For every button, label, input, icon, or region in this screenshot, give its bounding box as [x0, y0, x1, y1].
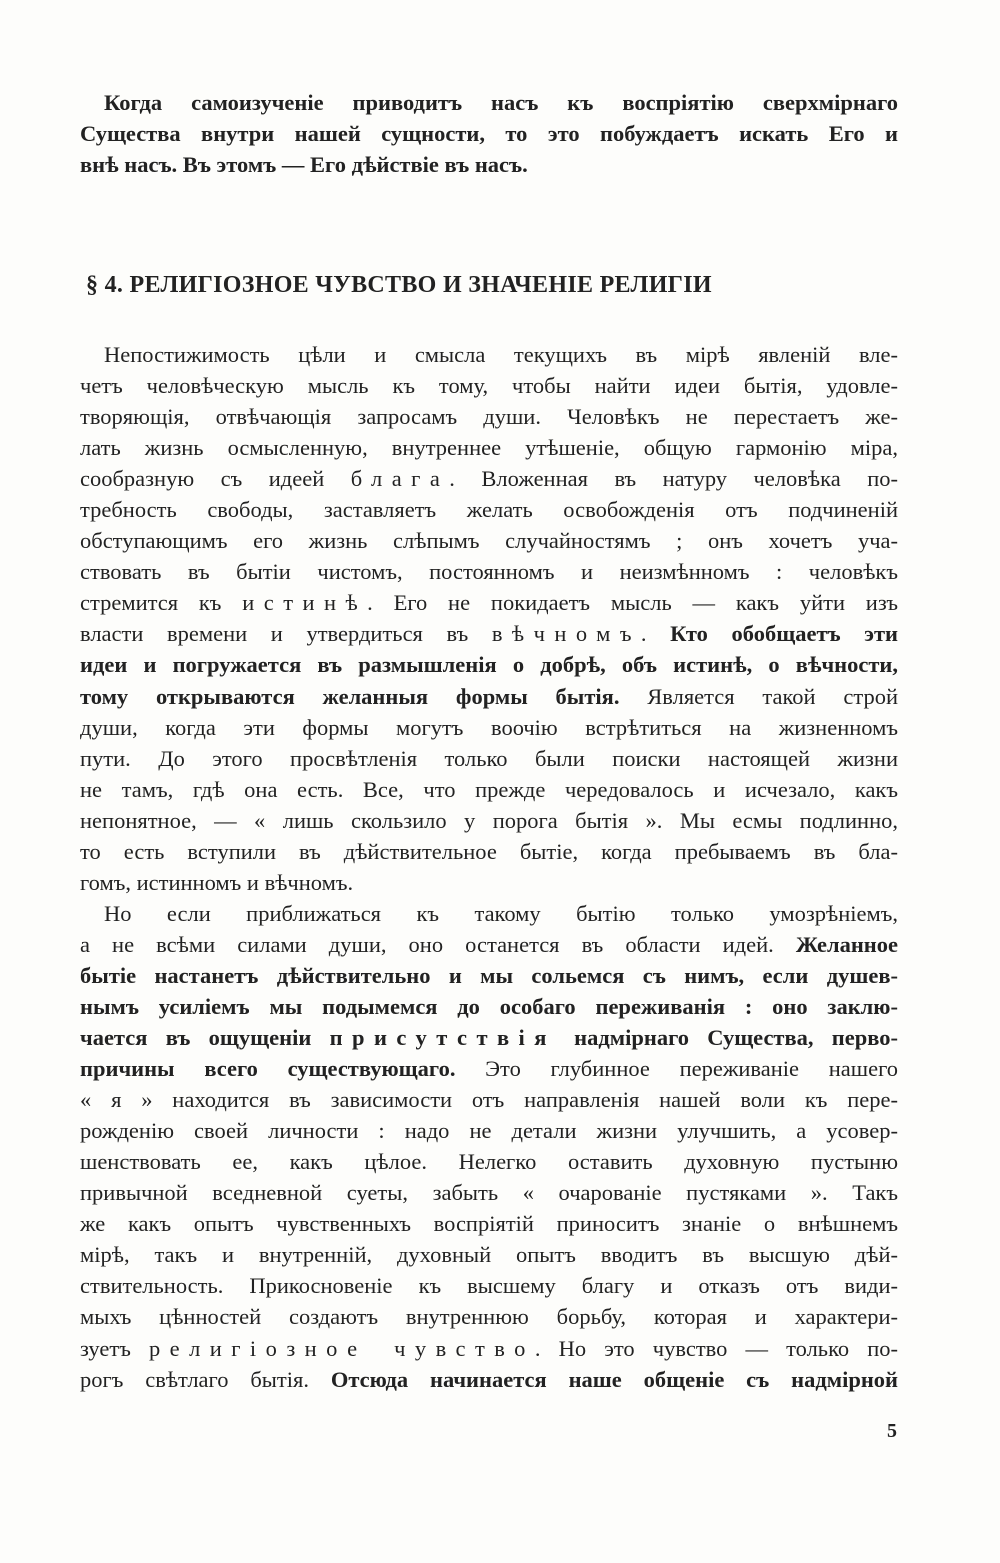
text-line — [80, 339, 898, 370]
text-line — [80, 867, 898, 898]
text-line — [80, 1177, 898, 1208]
text-run: мыхъ цѣнностей создаютъ внутреннюю борьбу, которая и характери- — [80, 1304, 898, 1330]
text-run: Непостижимость цѣли и смысла текущихъ въ мірѣ явленій вле- — [104, 342, 898, 367]
text-line — [80, 1022, 898, 1053]
spaced-emphasis: блага — [350, 466, 450, 492]
text-run: привычной вседневной суеты, забыть « очарованіе пустяками ». Такъ — [80, 1180, 898, 1206]
text-line — [80, 149, 898, 180]
text-run: непонятное, — « лишь скользило у порога бытія ». Мы есмы подлинно, — [80, 807, 898, 833]
text-line — [80, 960, 898, 991]
text-run: четъ человѣческую мысль къ тому, чтобы найти идеи бытія, удовле- — [80, 373, 898, 399]
text-run: . Но это чувство — только по- — [534, 1335, 898, 1361]
spaced-emphasis: религіозное чувство — [148, 1335, 535, 1361]
text-line — [80, 774, 898, 805]
text-run: творяющія, отвѣчающія запросамъ души. Человѣкъ не перестаетъ же- — [80, 404, 898, 430]
text-line — [80, 587, 898, 618]
text-line — [80, 805, 898, 836]
text-run: сообразную съ идеей — [80, 466, 351, 492]
text-run: же какъ опытъ чувственныхъ воспріятій приноситъ знаніе о внѣшнемъ — [80, 1211, 898, 1237]
text-line — [80, 929, 898, 960]
bold-text: тому открываются желанныя формы бытія. — [80, 683, 620, 709]
text-run: пути. До этого просвѣтленія только были поиски настоящей жизни — [80, 745, 898, 771]
text-line — [80, 432, 898, 463]
text-run: а не всѣми силами души, оно останется въ области идей. — [80, 931, 796, 957]
text-run: « я » находится въ зависимости отъ направленія нашей воли къ пере- — [80, 1087, 898, 1113]
text-line — [80, 681, 898, 712]
text-run: требность свободы, заставляетъ желать освобожденія отъ подчиненій — [80, 497, 898, 523]
text-line — [80, 1053, 898, 1084]
bold-text: идеи и погружается въ размышленія о добрѣ, объ истинѣ, о вѣчности, — [80, 652, 898, 678]
text-line — [80, 1146, 898, 1177]
text-run: . — [640, 621, 671, 647]
text-run: души, когда эти формы могутъ воочію встрѣтиться на жизненномъ — [80, 714, 898, 740]
bold-text: бытіе настанетъ дѣйствительно и мы сольемся съ нимъ, если душев- — [80, 962, 898, 988]
text-line — [80, 370, 898, 401]
bold-text: чается въ ощущеніи — [80, 1025, 330, 1051]
text-line — [80, 1239, 898, 1270]
text-run: рожденію своей личности : надо не детали жизни улучшить, а усовер- — [80, 1118, 898, 1144]
page-number: 5 — [887, 1420, 897, 1442]
text-line — [80, 1208, 898, 1239]
text-line — [80, 494, 898, 525]
bold-text: Существа внутри нашей сущности, то это побуждаетъ искать Его и — [80, 121, 898, 146]
text-line — [80, 1333, 898, 1364]
text-line — [80, 991, 898, 1022]
text-run: ствительность. Прикосновеніе къ высшему благу и отказъ отъ види- — [80, 1273, 898, 1299]
text-run: Но если приближаться къ такому бытію только умозрѣніемъ, — [104, 900, 898, 926]
text-run: рогъ свѣтлаго бытія. — [80, 1366, 331, 1392]
text-run: то есть вступили въ дѣйствительное бытіе, когда пребываемъ въ бла- — [80, 838, 898, 864]
text-line — [80, 743, 898, 774]
text-line — [80, 556, 898, 587]
bold-text: Отсюда начинается наше общеніе съ надмірной — [330, 1366, 899, 1392]
spaced-emphasis: истинѣ — [242, 590, 368, 616]
text-line — [80, 712, 898, 743]
bold-text: надмірнаго Существа, перво- — [555, 1025, 898, 1051]
body-text — [80, 339, 898, 1395]
text-run: лать жизнь осмысленную, внутреннее утѣшеніе, общую гармонію міра, — [80, 435, 898, 461]
text-run: Это глубинное переживаніе нашего — [455, 1056, 898, 1082]
text-line — [80, 1115, 898, 1146]
text-line — [80, 836, 898, 867]
text-line — [80, 649, 898, 680]
text-line — [80, 1270, 898, 1301]
text-line — [80, 401, 898, 432]
text-line — [80, 118, 898, 149]
text-line — [80, 87, 898, 118]
section-heading: § 4. РЕЛИГІОЗНОЕ ЧУВСТВО И ЗНАЧЕНІЕ РЕЛИГІИ — [86, 272, 712, 298]
text-line — [80, 525, 898, 556]
text-line — [80, 1084, 898, 1115]
bold-text: причины всего существующаго. — [80, 1056, 456, 1082]
text-run: шенствовать ее, какъ цѣлое. Нелегко оставить духовную пустыню — [80, 1149, 898, 1175]
text-line — [80, 1301, 898, 1332]
text-run: мірѣ, такъ и внутренній, духовный опытъ вводитъ въ высшую дѣй- — [80, 1242, 898, 1268]
text-line — [80, 898, 898, 929]
text-run: зуетъ — [80, 1335, 149, 1361]
spaced-emphasis: присутствія — [329, 1025, 556, 1051]
text-run: Является такой строй — [619, 683, 898, 709]
bold-text: Желанное — [795, 931, 898, 957]
intro-paragraph — [80, 87, 898, 180]
text-run: . Его не покидаетъ мысль — какъ уйти изъ — [367, 590, 898, 616]
text-run: гомъ, истинномъ и вѣчномъ. — [80, 869, 354, 895]
text-run: ствовать въ бытіи чистомъ, постоянномъ и неизмѣнномъ : человѣкъ — [80, 559, 898, 585]
text-line — [80, 1364, 898, 1395]
bold-text: Кто обобщаетъ эти — [670, 621, 899, 647]
text-run: обступающимъ его жизнь слѣпымъ случайностямъ ; онъ хочетъ уча- — [80, 528, 898, 554]
spaced-emphasis: вѣчномъ — [491, 621, 641, 647]
text-run: стремится къ — [80, 590, 243, 616]
text-line — [80, 618, 898, 649]
text-run: не тамъ, гдѣ она есть. Все, что прежде чередовалось и исчезало, какъ — [80, 776, 898, 802]
bold-text: внѣ насъ. Въ этомъ — Его дѣйствіе въ насъ. — [80, 152, 528, 177]
bold-text: Когда самоизученіе приводитъ насъ къ воспріятію сверхмірнаго — [104, 90, 898, 115]
text-run: . Вложенная въ натуру человѣка по- — [449, 466, 898, 492]
text-run: власти времени и утвердиться въ — [80, 621, 492, 647]
bold-text: нымъ усиліемъ мы подымемся до особаго переживанія : оно заклю- — [80, 993, 898, 1019]
text-line — [80, 463, 898, 494]
